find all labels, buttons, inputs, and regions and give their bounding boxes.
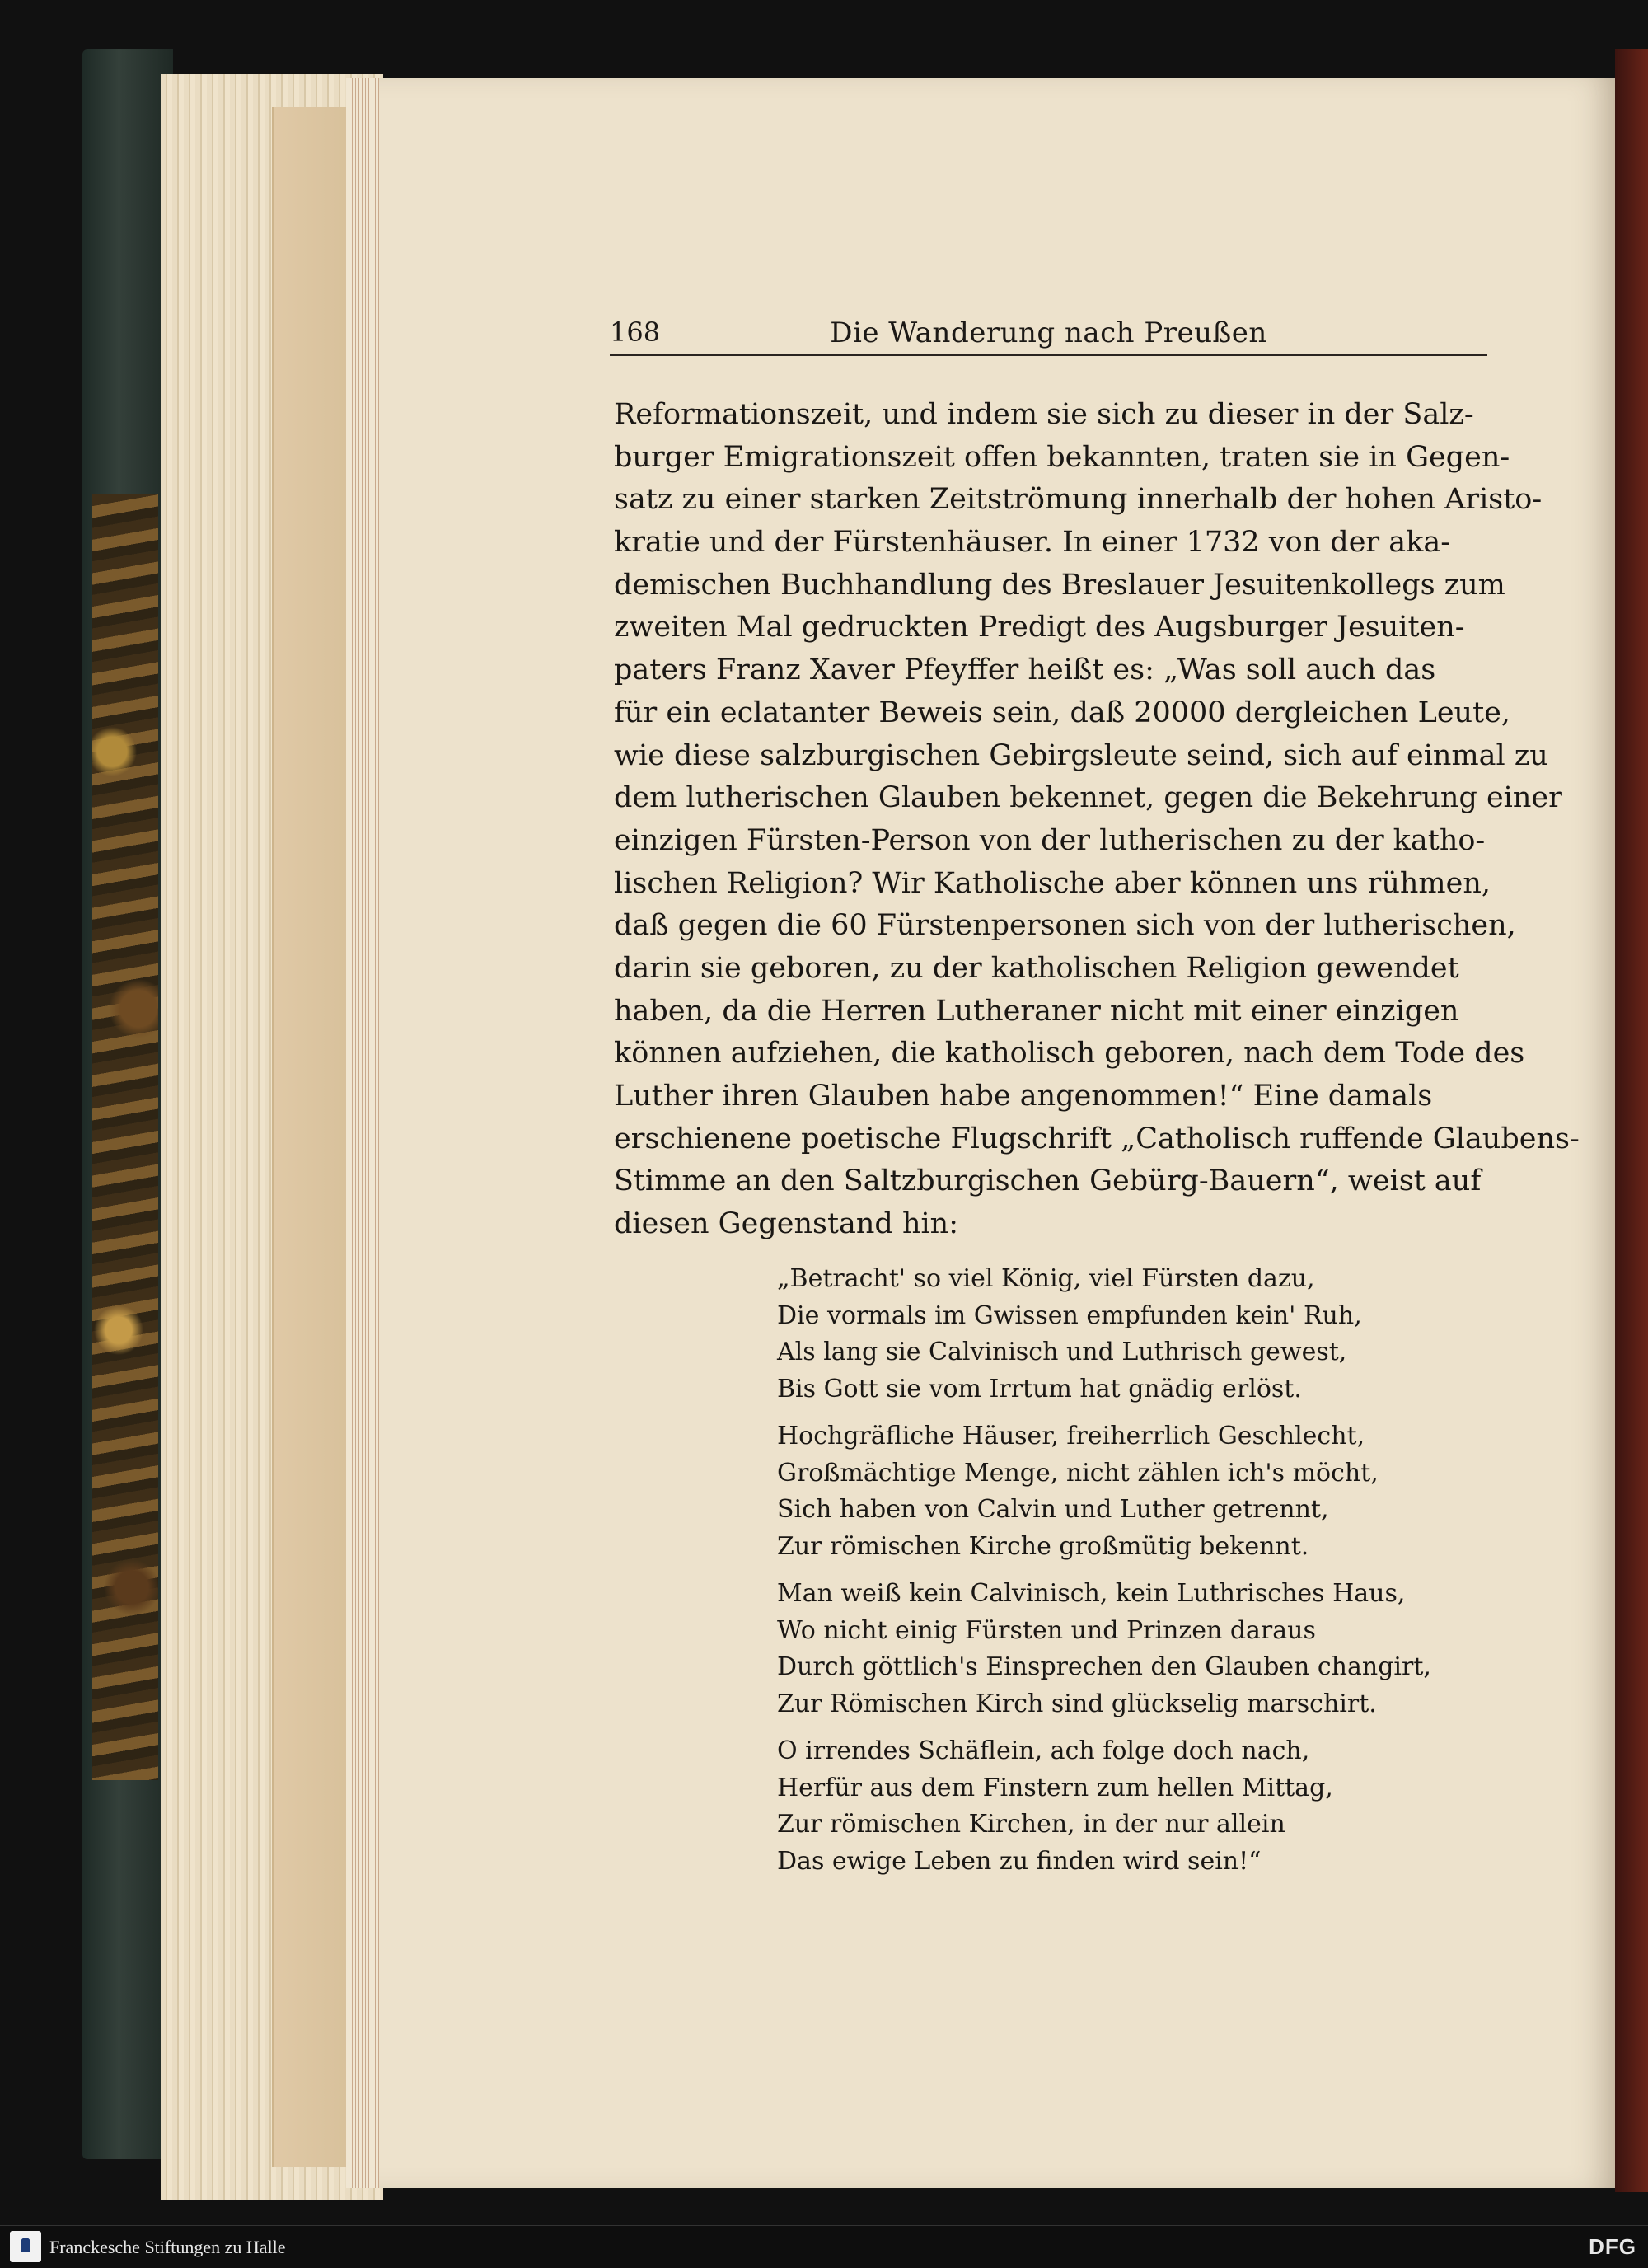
text-line: für ein eclatanter Beweis sein, daß 20000 dergleichen Leute, [614, 696, 1510, 729]
text-line: lischen Religion? Wir Katholische aber können uns rühmen, [614, 866, 1491, 900]
institution-logo-icon[interactable] [10, 2231, 41, 2262]
poem-line: Sich haben von Calvin und Luther getrennt, [777, 1495, 1329, 1524]
text-line: daß gegen die 60 Fürstenpersonen sich von der lutherischen, [614, 909, 1516, 943]
text-line: einzigen Fürsten-Person von der lutherischen zu der katho- [614, 823, 1486, 857]
poem-line: Durch göttlich's Einsprechen den Glauben changirt, [777, 1652, 1431, 1681]
poem-line: Zur Römischen Kirch sind glückselig marschirt. [777, 1689, 1377, 1718]
body-text [614, 394, 1580, 1246]
poem-line: Wo nicht einig Fürsten und Prinzen daraus [777, 1615, 1316, 1645]
page-number: 168 [610, 316, 661, 348]
poem-line: Bis Gott sie vom Irrtum hat gnädig erlöst. [777, 1374, 1302, 1403]
text-line: haben, da die Herren Lutheraner nicht mit einer einzigen [614, 994, 1459, 1028]
poem-line: Herfür aus dem Finstern zum hellen Mittag, [777, 1773, 1333, 1802]
poem-stanza [777, 1576, 1453, 1722]
page-header [610, 313, 1487, 356]
right-cover-edge [1615, 49, 1648, 2192]
text-line: Reformationszeit, und indem sie sich zu dieser in der Salz- [614, 398, 1474, 431]
poem-line: Als lang sie Calvinisch und Luthrisch gewest, [777, 1338, 1347, 1366]
poem-line: Zur römischen Kirche großmütig bekennt. [777, 1531, 1309, 1561]
text-line: können aufziehen, die katholisch geboren, nach dem Tode des [614, 1037, 1525, 1071]
poem-stanza [777, 1418, 1453, 1565]
page-edge-strips [346, 78, 379, 2188]
text-line: kratie und der Fürstenhäuser. In einer 1732 von der aka- [614, 526, 1451, 560]
poem-line: Die vormals im Gwissen empfunden kein' Ruh, [777, 1300, 1362, 1330]
text-line: diesen Gegenstand hin: [614, 1207, 959, 1241]
poem-line: Hochgräfliche Häuser, freiherrlich Geschlecht, [777, 1422, 1365, 1450]
text-line: zweiten Mal gedruckten Predigt des Augsburger Jesuiten- [614, 611, 1465, 644]
text-line: darin sie geboren, zu der katholischen Religion gewendet [614, 951, 1459, 985]
text-line: Luther ihren Glauben habe angenommen!“ Eine damals [614, 1080, 1433, 1113]
poem-line: „Betracht' so viel König, viel Fürsten dazu, [777, 1264, 1315, 1293]
poem-stanza [777, 1733, 1453, 1880]
running-title: Die Wanderung nach Preußen [830, 316, 1267, 349]
poem-line: Großmächtige Menge, nicht zählen ich's möcht, [777, 1458, 1379, 1488]
text-line: burger Emigrationszeit offen bekannten, traten sie in Gegen- [614, 440, 1510, 474]
text-line: erschienene poetische Flugschrift „Catholisch ruffende Glaubens- [614, 1122, 1580, 1155]
marbled-endpaper [92, 494, 158, 1780]
viewer-footer [0, 2225, 1648, 2268]
poem-line: Man weiß kein Calvinisch, kein Luthrisches Haus, [777, 1579, 1406, 1608]
institution-name[interactable]: Franckesche Stiftungen zu Halle [49, 2237, 286, 2257]
dfg-badge[interactable]: DFG [1589, 2234, 1636, 2259]
poem-line: Das ewige Leben zu finden wird sein!“ [777, 1846, 1262, 1876]
quoted-poem [777, 1261, 1453, 1891]
text-line: Stimme an den Saltzburgischen Gebürg-Bauern“, weist auf [614, 1164, 1482, 1198]
text-line: wie diese salzburgischen Gebirgsleute seind, sich auf einmal zu [614, 738, 1548, 772]
poem-stanza [777, 1261, 1453, 1408]
text-line: satz zu einer starken Zeitströmung innerhalb der hohen Aristo- [614, 483, 1543, 517]
poem-line: Zur römischen Kirchen, in der nur allein [777, 1810, 1285, 1839]
poem-line: O irrendes Schäflein, ach folge doch nach, [777, 1736, 1310, 1765]
text-line: dem lutherischen Glauben bekennet, gegen die Bekehrung einer [614, 781, 1562, 815]
text-line: paters Franz Xaver Pfeyffer heißt es: „Was soll auch das [614, 654, 1436, 687]
text-line: demischen Buchhandlung des Breslauer Jesuitenkollegs zum [614, 568, 1505, 602]
